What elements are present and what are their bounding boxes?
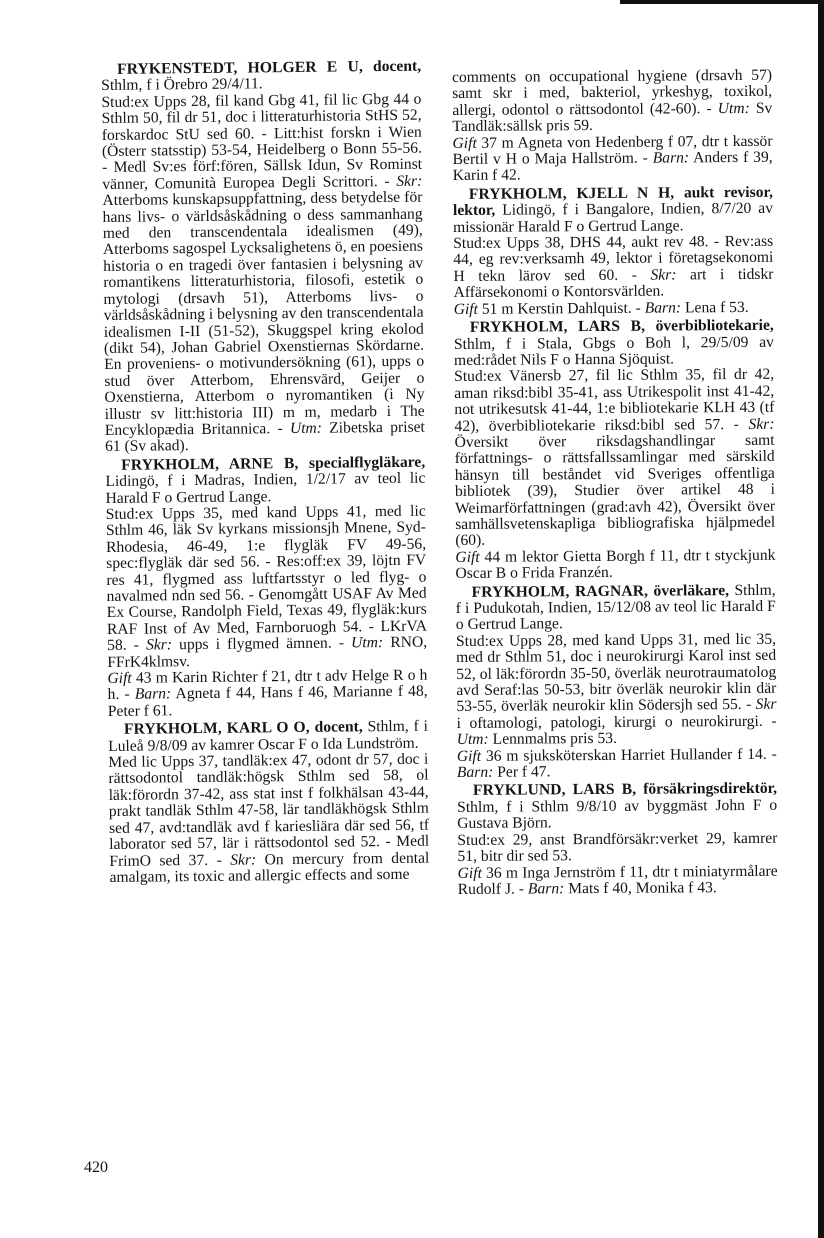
entry-occupation: överbibliotekarie, — [655, 316, 774, 335]
section-label: Utm: — [351, 634, 384, 652]
section-label: Gift — [452, 134, 477, 152]
biography-entry — [105, 454, 428, 720]
entry-text: 36 m Inga Jernström f 11, dtr t miniatyrmålare Rudolf J. - — [457, 862, 778, 898]
biography-entry — [453, 185, 774, 318]
biography-entry — [457, 781, 778, 898]
entry-text: Sv Tandläk:sällsk pris 59. — [452, 99, 773, 136]
entry-paragraph — [105, 454, 427, 671]
entry-text: Zibetska priset 61 (Sv akad). — [104, 418, 425, 456]
section-label: Barn: — [644, 299, 682, 317]
section-label: Utm: — [717, 99, 750, 117]
entry-text: Lena f 53. — [681, 298, 749, 317]
entry-text: comments on occupational hygiene (drsavh 57) samt skr i med, bakteriol, yrkeshyg, toxikol, allergi, odontol o rättsodontol (42-60). - — [451, 66, 773, 119]
page-number: 420 — [84, 1159, 108, 1176]
entry-occupation: specialflygläkare, — [308, 453, 426, 472]
entry-occupation: försäkringsdirektör, — [643, 780, 778, 799]
entry-paragraph — [454, 318, 776, 550]
entry-text: 44 m lektor Gietta Borgh f 11, dtr t styckjunk Oscar B o Frida Franzén. — [455, 546, 776, 583]
entry-text: 51 m Kerstin Dahlquist. - — [477, 299, 645, 318]
entry-paragraph — [455, 548, 775, 583]
entry-intro: Sthlm, f i Stala, Gbgs o Boh l, 29/5/09 av med:rådet Nils F o Hanna Sjöquist. — [453, 333, 774, 369]
entry-intro: Lidingö, f i Madras, Indien, 1/2/17 av teol lic Harald F o Gertrud Lange. — [105, 469, 426, 507]
entry-name: FRYKHOLM, LARS B, — [469, 317, 646, 336]
entry-text: Lennmalms pris 53. — [488, 730, 617, 749]
biography-entry — [101, 59, 425, 456]
biography-entry — [108, 719, 430, 886]
entry-intro: Lidingö, f i Bangalore, Indien, 8/7/20 av missionär Harald F o Gertrud Lange. — [453, 200, 774, 236]
entry-intro: Sthlm, f i Örebro 29/4/11. — [101, 75, 263, 95]
biography-entry — [456, 582, 777, 781]
entry-text: Stud:ex 29, anst Brandförsäkr:verket 29, kamrer 51, bitr dir sed 53. — [457, 829, 778, 866]
entry-paragraph — [457, 781, 778, 865]
page-edge-right — [818, 0, 824, 1238]
entry-text: 43 m Karin Richter f 21, dtr t adv Helge R o h h. - — [107, 666, 428, 704]
entry-paragraph — [108, 719, 430, 886]
entry-text: Stud:ex Upps 35, med kand Upps 41, med lic Sthlm 46, läk Sv kyrkans missionsjh Mnene, Syd-Rhodesia, 46-49, 1:e flygläk FV 49-56, spec:flygläk där sed 56. - Res:off:ex 39, löjtn FV res 41, flygmed ass luftfartsstyr o led flyg- o navalmed ndn sed 56. - Genomgått USAF Av Med Ex Course, Randolph Field, Texas 49, flygläk:kurs RAF Inst of Av Med, Farnboruogh 54. - LKrVA 58. - — [105, 502, 428, 655]
entry-paragraph — [453, 185, 774, 302]
entry-paragraph — [458, 863, 778, 898]
entry-name: FRYKLUND, LARS B, — [472, 781, 637, 800]
left-column — [101, 59, 430, 889]
section-label: Skr — [755, 696, 777, 714]
section-label: Gift — [453, 300, 478, 318]
entry-text: On mercury from dental amalgam, its toxic and allergic effects and some — [109, 849, 430, 886]
entry-text: Atterboms kunskapsuppfattning, dess betydelse för hans livs- o världsåskådning o dess sammanhang med den transcendentala idealismen (49), Atterboms sagospel Lycksalighetens ö, en poesiens historia o en tragedi över fantasien i belysning av romantikens litteraturhistoria, filosofi, estetik o mytologi (drsavh 51), Atterboms livs- o världsåskådning i belysning av den transcendentala idealismen I-II (51-52), Skuggspel kring ekolod (dikt 54), Johan Gabriel Oxenstiernas Skördarne. En proveniens- o motivundersökning (61), upps o stud över Atterbom, Ehrensvärd, Geijer o Oxenstierna, Atterbom o nyromantiken (i Ny illustr sv litt:historia III) m m, medarb i The Encyklopædia Britannica. - — [102, 188, 425, 439]
entry-text: 37 m Agneta von Hedenberg f 07, dtr t kassör Bertil v H o Maja Hallström. - — [452, 132, 773, 169]
entry-text: Med lic Upps 37, tandläk:ex 47, odont dr 57, doc i rättsodontol tandläk:högsk Sthlm sed 58, ol läk:förordn 37-42, ass stat inst f folkhälsan 43-44, prakt tandläk Sthlm 47-58, lär tandläkhögsk Sthlm sed 47, avd:tandläk avd f kariesliära där sed 56, tf laborator sed 57, lär i rättsodontol sed 52. - Medl FrimO sed 37. - — [108, 750, 430, 870]
section-label: Utm: — [289, 419, 323, 437]
section-label: Skr: — [748, 415, 775, 433]
section-label: Gift — [457, 864, 482, 882]
entry-paragraph — [452, 133, 772, 184]
entry-occupation: docent, — [372, 57, 422, 76]
entry-text: Stud:ex Vänersb 27, fil lic Sthlm 35, fil dr 42, aman riksd:bibl 35-41, ass Utrikespolit inst 41-42, not utrikesutsk 41-44, 1:e bibliotekarie KLH 43 (tf 42), överbibliotekarie riksd:bibl sed 57. - — [454, 366, 775, 435]
entry-text: Stud:ex Upps 28, fil kand Gbg 41, fil lic Gbg 44 o Sthlm 50, fil dr 51, doc i litteraturhistoria StHS 52, forskardoc StU sed 60. - Litt:hist forskn i Wien (Österr statsstip) 53-54, Heidelberg o Bonn 55-56. - Medl Sv:es förf:fören, Sällsk Idun, Sv Rominst vänner, Comunità Europea Degli Scrittori. - — [101, 90, 423, 193]
entry-text: upps i flygmed ämnen. - — [171, 634, 352, 654]
entry-text: Stud:ex Upps 38, DHS 44, aukt rev 48. - Rev:ass 44, eg rev:verksamh 49, lektor i företagsekonomi H tekn lärov sed 60. - — [453, 232, 774, 285]
entry-paragraph — [107, 668, 427, 721]
entry-text: RNO, FFrK4klmsv. — [107, 633, 428, 671]
entry-intro: Sthlm, f i Pudukotah, Indien, 15/12/08 av teol lic Harald F o Gertrud Lange. — [455, 581, 776, 634]
entry-occupation: docent, — [314, 718, 363, 737]
entry-name: FRYKENSTEDT, HOLGER E U, — [116, 58, 363, 78]
section-label: Gift — [456, 747, 482, 765]
section-label: Skr: — [396, 172, 423, 190]
entry-text: Översikt över riksdagshandlingar samt författnings- o rättsfallssamlingar med särskild hänsyn till beståndet vid Sveriges offentliga bibliotek (39), Studier över artikel 48 i Weimarförfattningen (grad:avh 42), Översikt över samhällsvetenskapliga bibliografiska hjälpmedel (60). — [454, 431, 776, 550]
entry-intro: Sthlm, f i Sthlm 9/8/10 av byggmäst John F o Gustava Björn. — [457, 796, 778, 833]
section-label: Skr: — [145, 636, 173, 654]
entry-occupation: aukt revisor, lektor, — [452, 183, 773, 220]
biography-entry — [454, 318, 776, 583]
entry-text: Agneta f 44, Hans f 46, Marianne f 48, Peter f 61. — [107, 683, 428, 720]
entry-paragraph — [456, 582, 777, 748]
entry-paragraph — [101, 59, 425, 456]
entry-text: art i tidskr Affärsekonomi o Kontorsvärlden. — [453, 265, 774, 302]
entry-name: FRYKHOLM, KARL O O, — [123, 719, 310, 739]
entry-name: FRYKHOLM, KJELL N H, — [468, 184, 675, 203]
section-label: Skr: — [650, 266, 677, 284]
section-label: Barn: — [134, 685, 172, 704]
entry-paragraph — [457, 746, 777, 781]
section-label: Skr: — [230, 850, 257, 869]
entry-text: i oftamologi, patologi, kirurgi o neurokirurgi. - — [456, 712, 777, 732]
section-label: Barn: — [527, 880, 565, 898]
entry-text: Stud:ex Upps 28, med kand Upps 31, med lic 35, med dr Sthlm 51, doc i neurokirurgi Karol inst sed 52, ol läk:förordn 35-50, överläk neurotraumatolog avd Seraf:las 50-53, bitr överläk neurokir klin där 53-55, överläk neurokir klin Södersjh sed 55. - — [455, 630, 777, 716]
entry-name: FRYKHOLM, ARNE B, — [121, 454, 299, 474]
entry-occupation: överläkare, — [653, 581, 730, 600]
page-edge-top — [620, 0, 824, 4]
section-label: Gift — [455, 548, 480, 566]
section-label: Barn: — [652, 149, 690, 167]
section-label: Gift — [107, 669, 132, 687]
section-label: Utm: — [456, 731, 489, 749]
entry-intro: Sthlm, f i Luleå 9/8/09 av kamrer Oscar F o Ida Lundström. — [108, 717, 429, 755]
entry-text: Per f 47. — [493, 763, 551, 781]
biography-entry — [452, 68, 773, 185]
entry-text: Mats f 40, Monika f 43. — [564, 879, 717, 898]
entry-text: 36 m sjuksköterskan Harriet Hullander f 14. - — [480, 745, 777, 765]
right-column — [452, 68, 778, 901]
entry-paragraph — [454, 299, 774, 318]
entry-paragraph — [452, 68, 772, 136]
entry-text: Anders f 39, Karin f 42. — [452, 148, 773, 185]
entry-name: FRYKHOLM, RAGNAR, — [471, 582, 649, 601]
section-label: Barn: — [456, 763, 494, 782]
